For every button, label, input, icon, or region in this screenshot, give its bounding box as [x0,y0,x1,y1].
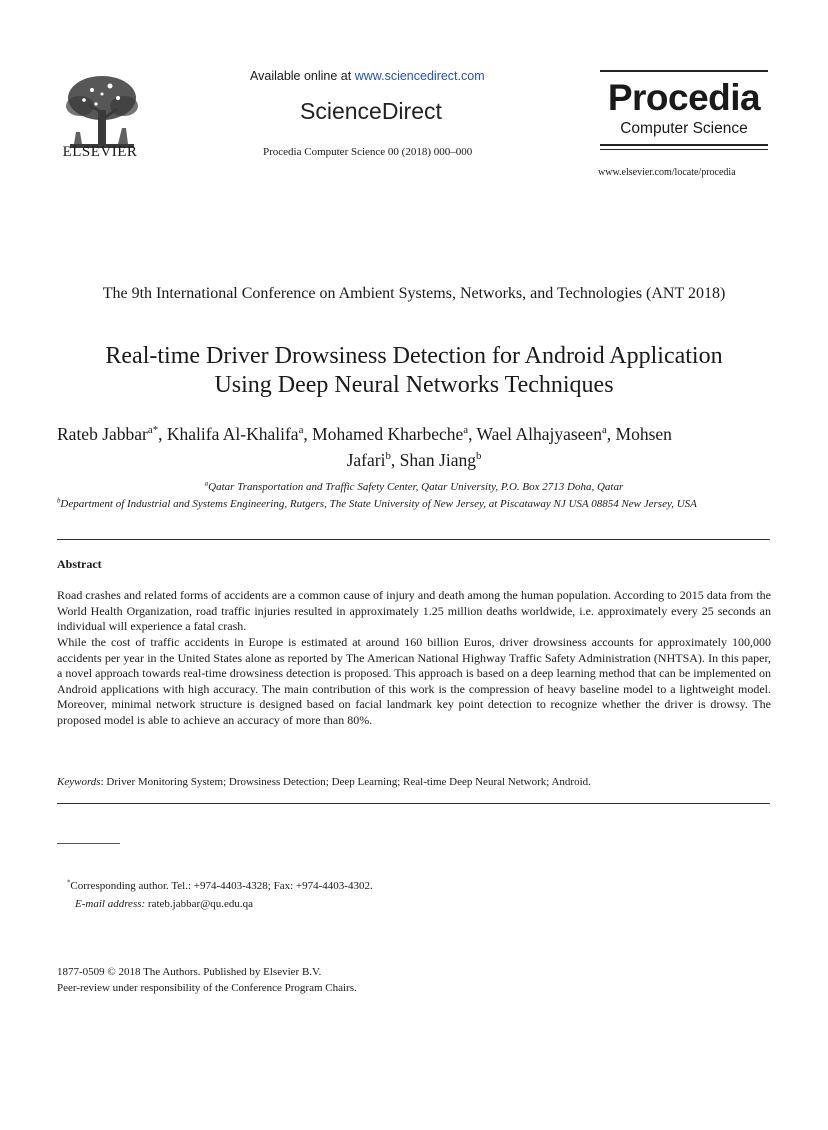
author-name: Jafari [346,450,386,470]
author-affiliation-mark: a [601,423,607,436]
divider-top [57,539,770,540]
procedia-subtitle: Computer Science [620,120,748,137]
abstract-paragraph-1: Road crashes and related forms of accidents are a common cause of injury and death among the human population. According to 2015 data from the World Health Organization, road traffic injuries resulted in approximately 1.25 million deaths worldwide, i.e. approximately every 25 seconds an individual will experience a fatal crash. [57,588,771,634]
procedia-masthead [600,70,768,150]
author-affiliation-mark: a [463,423,469,436]
conference-name: The 9th International Conference on Ambient Systems, Networks, and Technologies (ANT 2018) [102,285,726,302]
author-name: Rateb Jabbar [57,424,148,444]
available-online-line [250,69,485,83]
sciencedirect-link[interactable]: www.sciencedirect.com [354,69,485,83]
author-affiliation-mark: a* [147,423,159,436]
keywords-text: : Driver Monitoring System; Drowsiness Detection; Deep Learning; Real-time Deep Neural Network; Android. [100,776,591,788]
keywords [57,776,591,788]
affiliation-b [57,498,777,510]
locate-url[interactable]: www.elsevier.com/locate/procedia [598,167,736,178]
masthead-rule-thin [600,149,768,150]
affiliation-mark: b [57,497,61,505]
available-prefix: Available online at [250,69,355,83]
copyright-line: 1877-0509 © 2018 The Authors. Published by Elsevier B.V. [57,966,322,978]
divider-bottom [57,803,770,804]
publisher-name: ELSEVIER [62,144,138,160]
peer-review-line: Peer-review under responsibility of the Conference Program Chairs. [57,982,357,994]
procedia-title: Procedia [607,77,761,118]
footnote-rule [57,843,120,844]
corresponding-author-note [67,880,373,892]
site-name: ScienceDirect [300,98,442,124]
keywords-label: Keywords [57,776,101,788]
author-affiliation-mark: b [385,449,391,462]
author-affiliation-mark: a [298,423,304,436]
author-list-line1 [57,424,771,445]
author-name: , Wael Alhajyaseen [468,424,602,444]
author-name: , Khalifa Al-Khalifa [158,424,299,444]
affiliation-text: Qatar Transportation and Traffic Safety Center, Qatar University, P.O. Box 2713 Doha, Qatar [208,481,624,493]
paper-title-line2: Using Deep Neural Networks Techniques [214,372,614,398]
abstract-heading: Abstract [57,557,102,571]
author-name: , Mohamed Kharbeche [303,424,464,444]
affiliation-mark: a [204,480,209,488]
journal-reference: Procedia Computer Science 00 (2018) 000–000 [263,146,473,158]
affiliation-text: Department of Industrial and Systems Engineering, Rutgers, The State University of New Jersey, at Piscataway NJ USA 08854 New Jersey, USA [60,498,697,510]
footnote-text: Corresponding author. Tel.: +974-4403-4328; Fax: +974-4403-4302. [70,880,373,892]
author-affiliation-mark: b [475,449,482,462]
paper-title-line1: Real-time Driver Drowsiness Detection for Android Application [105,343,723,369]
author-list-line2 [0,450,828,471]
masthead-rule-top [600,70,768,72]
footnote-mark: * [67,879,71,887]
email-address[interactable]: rateb.jabbar@qu.edu.qa [145,898,254,910]
author-name: , Shan Jiang [390,450,476,470]
masthead-rule-bottom [600,144,768,146]
email-note [75,898,253,910]
affiliation-a [0,481,828,493]
email-label: E-mail address: [75,898,146,910]
abstract-paragraph-2: While the cost of traffic accidents in Europe is estimated at around 160 billion Euros, driver drowsiness accounts for approximately 100,000 accidents per year in the United States alone as reported by The American National Highway Traffic Safety Administration (NHTSA). In this paper, a novel approach towards real-time drowsiness detection is proposed. This approach is based on a deep learning method that can be implemented on Android applications with high accuracy. The main contribution of this work is the compression of heavy baseline model to a lightweight model. Moreover, minimal network structure is designed based on facial landmark key point detection to recognize whether the driver is drowsy. The proposed model is able to achieve an accuracy of more than 80%. [57,635,771,727]
author-name: , Mohsen [606,424,672,444]
